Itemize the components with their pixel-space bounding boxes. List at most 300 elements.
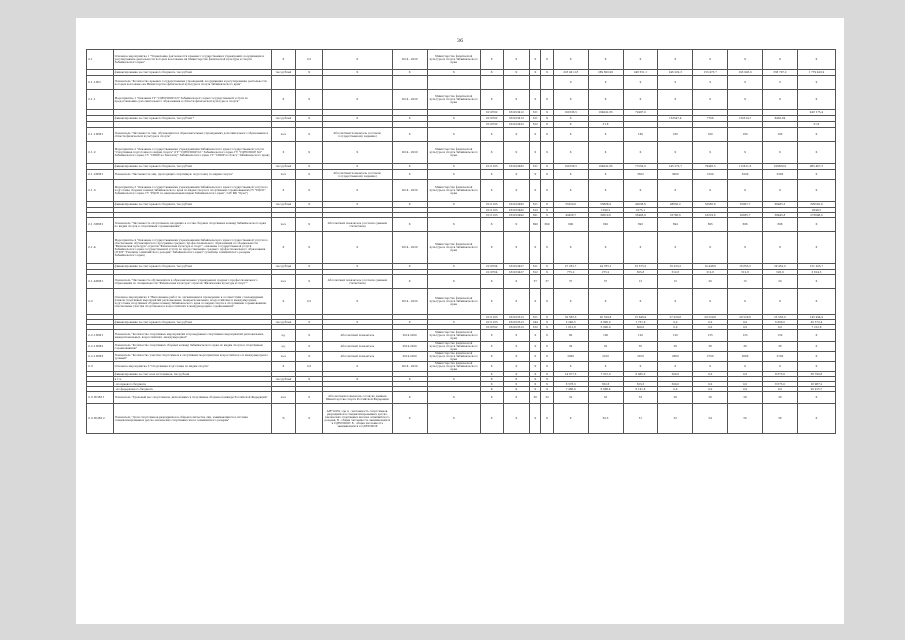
- row-description: финансирование за счет краевого бюджета, тыс.рублей: [113, 70, 271, 76]
- row-description: Показатель "Численность обучающихся в образовательных учреждениях среднего профессионального образования по специальности "Физическая культура" отрасли "Физическая культура и спорт"": [113, 275, 271, 289]
- row-period: X: [392, 404, 427, 434]
- row-weight: 0,5: [296, 50, 323, 70]
- row-period: 2014-2020: [392, 352, 427, 362]
- value-cell: 52950,8: [693, 202, 728, 208]
- row-unit: тыс.рублей: [271, 377, 296, 382]
- row-period: X: [392, 377, 427, 382]
- value-cell: 23 563,0: [763, 315, 798, 320]
- code-target: X: [503, 218, 530, 232]
- code-type: X: [530, 128, 541, 142]
- row-period: 2014 - 2020: [392, 90, 427, 110]
- code-extra: X: [541, 382, 553, 387]
- value-cell: 8462,64: [763, 116, 798, 122]
- row-weight: X: [296, 392, 323, 404]
- value-cell: 191636,5: [553, 110, 588, 116]
- code-target: X: [503, 90, 530, 110]
- value-cell: 55550,0: [553, 202, 588, 208]
- code-target: X: [503, 387, 530, 392]
- row-description: финансирование за счет всех источников, тыс.рублей: [113, 372, 271, 377]
- code-type: X: [530, 362, 541, 372]
- value-cell: 6 696,4: [588, 387, 623, 392]
- code-type: 244: [530, 320, 541, 325]
- code-section: 0110702: [480, 110, 503, 116]
- value-cell: 3200: [728, 170, 763, 180]
- row-unit: %: [271, 404, 296, 434]
- value-cell: 0,0: [763, 325, 798, 330]
- value-cell: X: [763, 50, 798, 70]
- code-extra: X: [541, 142, 553, 164]
- table-row: [87, 330, 836, 342]
- value-cell: 248 551,1: [623, 70, 658, 76]
- value-cell: X: [693, 142, 728, 164]
- row-code: 2.1.1: [87, 90, 114, 110]
- code-extra: X: [541, 180, 553, 202]
- value-cell: X: [623, 180, 658, 202]
- row-executor: X: [427, 128, 480, 142]
- row-executor: Министерство физической культуры и спорта Забайкальского края: [427, 362, 480, 372]
- row-description: финансирование за счет краевого бюджета, тыс.рублей: [113, 320, 271, 325]
- row-method: X: [322, 377, 392, 382]
- row-method: X: [322, 180, 392, 202]
- row-code: 2.1.1ПО: [87, 76, 114, 90]
- row-unit: [271, 76, 296, 90]
- value-cell: X: [797, 232, 835, 264]
- code-target: 182013513: [503, 325, 530, 330]
- value-cell: 28: [728, 392, 763, 404]
- value-cell: X: [588, 289, 623, 315]
- code-extra: X: [541, 122, 553, 128]
- code-extra: X: [541, 208, 553, 213]
- code-target: 182013413: [503, 116, 530, 122]
- code-extra: X: [541, 116, 553, 122]
- row-description: Мероприятие 4 "Оказание государственными учреждениями Забайкальского края государственной услуги по обеспечению обучающихся по программе среднего профессионального образования по специальности "Физическая культура" отрасли "Физическая культура и спорт", оказание государственной услуги Забайкальского края государственной услуги по предоставлению среднего профессионального образования (ГПОУ "Училище олимпийского резерва" Забайкальского края)" (училище олимпийского резерва Забайкальского края): [113, 232, 271, 264]
- row-weight: X: [296, 377, 323, 382]
- row-weight: X: [296, 202, 323, 208]
- code-section: X: [480, 387, 503, 392]
- value-cell: 6 800,0: [588, 320, 623, 325]
- code-section: X: [480, 70, 503, 76]
- code-extra: 32: [541, 392, 553, 404]
- row-period: X: [392, 392, 427, 404]
- row-weight: X: [296, 116, 323, 122]
- value-cell: 0,0: [693, 325, 728, 330]
- value-cell: 218 401,18: [553, 70, 588, 76]
- row-unit: тыс.рублей: [271, 202, 296, 208]
- row-weight: X: [296, 70, 323, 76]
- value-cell: X: [553, 289, 588, 315]
- row-description: Мероприятие 1 "Оказание ГУ "СДЮСШОР №3" Забайкальского края государственной услуги по предоставлению дополнительного образования в области физической культуры и спорта": [113, 90, 271, 110]
- table-row: [87, 232, 836, 264]
- row-method: X: [322, 50, 392, 70]
- value-cell: X: [553, 116, 588, 122]
- row-method: X: [322, 264, 392, 270]
- row-executor: Министерство физической культуры и спорта Забайкальского края: [427, 289, 480, 315]
- value-cell: 153 475,7: [693, 70, 728, 76]
- code-target: X: [503, 142, 530, 164]
- row-method: Абсолютный показатель: [322, 342, 392, 352]
- value-cell: 0,0: [658, 325, 693, 330]
- row-code: 2.1.3ПМ1: [87, 218, 114, 232]
- code-section: X: [480, 372, 503, 377]
- value-cell: 0,0: [693, 387, 728, 392]
- row-period: 2014 - 2020: [392, 362, 427, 372]
- row-unit: X: [271, 180, 296, 202]
- row-executor: X: [427, 170, 480, 180]
- value-cell: 6 141,8: [623, 387, 658, 392]
- row-executor: X: [427, 377, 480, 382]
- value-cell: 336 797,2: [763, 70, 798, 76]
- value-cell: 52: [658, 404, 693, 434]
- value-cell: X: [797, 218, 835, 232]
- code-extra: X: [541, 202, 553, 208]
- row-executor: Министерство физической культуры и спорта Забайкальского края: [427, 330, 480, 342]
- value-cell: 0,0: [728, 320, 763, 325]
- value-cell: X: [588, 362, 623, 372]
- value-cell: 500,0: [658, 382, 693, 387]
- row-unit: тыс.рублей: [271, 164, 296, 170]
- code-section: X: [480, 90, 503, 110]
- value-cell: X: [623, 362, 658, 372]
- row-period: X: [392, 202, 427, 208]
- row-weight: X: [296, 232, 323, 264]
- row-description: Показатель "Численность лиц, обучающихся в образовательных учреждениях дополнительного образования в области физической культуры и спорта": [113, 128, 271, 142]
- value-cell: 9: [588, 76, 623, 90]
- code-extra: X: [541, 90, 553, 110]
- value-cell: 24 785,1: [588, 264, 623, 270]
- row-method: A/B*100%, где А - численность спортсменов-разрядников в специализированных детско-юношеских спортивных школах олимпийского резерва; B - общая численность занимающихся в СДЮСШОР; Б - общая численность занимающихся в СДЮСШОР: [322, 404, 392, 434]
- row-unit: X: [271, 50, 296, 70]
- row-executor: Министерство физической культуры и спорта Забайкальского края: [427, 142, 480, 164]
- row-description: Показатель "Удельный вес спортсменов, включённых в спортивные сборные команды Российской Федерации": [113, 392, 271, 404]
- table-row: [87, 218, 836, 232]
- row-period: X: [392, 164, 427, 170]
- value-cell: X: [623, 90, 658, 110]
- row-executor: Министерство физической культуры и спорта Забайкальского края: [427, 90, 480, 110]
- code-section: X: [480, 275, 503, 289]
- value-cell: X: [728, 50, 763, 70]
- code-type: 690: [530, 218, 541, 232]
- row-executor: X: [427, 202, 480, 208]
- code-type: X: [530, 387, 541, 392]
- document-page: [76, 18, 844, 624]
- row-weight: X: [296, 352, 323, 362]
- row-unit: X: [271, 90, 296, 110]
- value-cell: 58: [763, 404, 798, 434]
- value-cell: 0,0: [728, 382, 763, 387]
- row-code: 2.1.3: [87, 180, 114, 202]
- code-target: X: [503, 289, 530, 315]
- value-cell: X: [588, 142, 623, 164]
- value-cell: 6 800,0: [763, 320, 798, 325]
- value-cell: 20: [763, 275, 798, 289]
- row-executor: Министерство физической культуры и спорта Забайкальского края: [427, 180, 480, 202]
- row-method: X: [322, 202, 392, 208]
- code-section: 0111103: [480, 202, 503, 208]
- value-cell: 180: [728, 128, 763, 142]
- code-extra: X: [541, 213, 553, 218]
- value-cell: X: [658, 90, 693, 110]
- value-cell: 53808,9: [588, 202, 623, 208]
- row-weight: X: [296, 180, 323, 202]
- code-section: X: [480, 289, 503, 315]
- row-period: 2014-2020: [392, 342, 427, 352]
- code-type: 621: [530, 213, 541, 218]
- value-cell: 9: [658, 76, 693, 90]
- value-cell: 0,0: [658, 320, 693, 325]
- code-type: X: [530, 342, 541, 352]
- code-target: 182013427: [503, 264, 530, 270]
- row-period: X: [392, 275, 427, 289]
- row-executor: Министерство физической культуры и спорта Забайкальского края: [427, 342, 480, 352]
- code-type: 611: [530, 264, 541, 270]
- value-cell: X: [763, 142, 798, 164]
- value-cell: 5 240,5: [553, 320, 588, 325]
- row-period: 2014-2020: [392, 330, 427, 342]
- value-cell: 20: [693, 275, 728, 289]
- row-executor: Министерство физической культуры и спорта Забайкальского края: [427, 352, 480, 362]
- value-cell: 15 646,9: [623, 315, 658, 320]
- row-unit: ед.: [271, 342, 296, 352]
- value-cell: X: [797, 404, 835, 434]
- value-cell: X: [693, 289, 728, 315]
- value-cell: 289 800,90: [588, 70, 623, 76]
- code-extra: 690: [541, 218, 553, 232]
- value-cell: 3300: [763, 170, 798, 180]
- value-cell: 38: [763, 342, 798, 352]
- value-cell: 145 272,7: [658, 164, 693, 170]
- value-cell: 600,0: [623, 325, 658, 330]
- value-cell: 79493,5: [693, 164, 728, 170]
- value-cell: 120: [623, 330, 658, 342]
- code-target: X: [503, 377, 530, 382]
- code-section: X: [480, 128, 503, 142]
- value-cell: X: [728, 180, 763, 202]
- value-cell: X: [728, 289, 763, 315]
- row-weight: X: [296, 128, 323, 142]
- code-type: 30: [530, 392, 541, 404]
- row-executor: X: [427, 218, 480, 232]
- value-cell: X: [728, 142, 763, 164]
- value-cell: 965 467,3: [797, 164, 835, 170]
- value-cell: 5 000,0: [588, 325, 623, 330]
- value-cell: X: [763, 90, 798, 110]
- value-cell: 125: [728, 330, 763, 342]
- value-cell: 15: [658, 275, 693, 289]
- row-period: X: [392, 170, 427, 180]
- row-description: финансирование за счет краевого бюджета, тыс.рублей: [113, 164, 271, 170]
- row-code: 2.3: [87, 362, 114, 372]
- value-cell: 56: [728, 404, 763, 434]
- row-description: Основное мероприятие 2 "Выполнение работ по организации и проведению в соответствии с календарным планом спортивных мероприятий региональных, межрегиональных, всероссийских и международных, подготовка спортивных сборных команд Забайкальского края по видам спорта к спортивным соревнованиям, обеспечение участия спортсменов в всероссийских и международных соревнованиях": [113, 289, 271, 315]
- value-cell: 31,8: [797, 122, 835, 128]
- row-executor: X: [427, 275, 480, 289]
- row-weight: X: [296, 170, 323, 180]
- code-type: X: [530, 289, 541, 315]
- value-cell: X: [658, 232, 693, 264]
- row-method: X: [322, 320, 392, 325]
- value-cell: 3502: [623, 170, 658, 180]
- row-executor: X: [427, 320, 480, 325]
- code-target: X: [503, 352, 530, 362]
- value-cell: 32: [553, 392, 588, 404]
- code-type: X: [530, 90, 541, 110]
- row-description: Показатель "Доля спортсменов-разрядников в общем количестве лиц, занимающихся в системе специализированных детско-юношеских спортивных школ олимпийского резерва": [113, 404, 271, 434]
- value-cell: X: [553, 404, 588, 434]
- value-cell: X: [553, 122, 588, 128]
- code-type: X: [530, 372, 541, 377]
- row-method: Абсолютный показатель (согласно данным статистики): [322, 218, 392, 232]
- value-cell: X: [797, 128, 835, 142]
- row-method: X: [322, 116, 392, 122]
- row-description: - из краевого бюджета: [113, 382, 271, 387]
- value-cell: 180: [623, 128, 658, 142]
- code-target: 182013513: [503, 315, 530, 320]
- row-weight: X: [296, 264, 323, 270]
- value-cell: 180: [693, 128, 728, 142]
- value-cell: X: [797, 275, 835, 289]
- value-cell: 39510,8: [588, 213, 623, 218]
- row-executor: X: [427, 164, 480, 170]
- row-unit: X: [271, 142, 296, 164]
- value-cell: X: [658, 50, 693, 70]
- value-cell: 9: [693, 76, 728, 90]
- value-cell: 33: [623, 392, 658, 404]
- value-cell: 13: [623, 275, 658, 289]
- code-type: [530, 76, 541, 90]
- value-cell: 428 175,4: [797, 110, 835, 116]
- code-section: 0110702: [480, 122, 503, 128]
- table-row: [87, 275, 836, 289]
- code-extra: X: [541, 264, 553, 270]
- row-weight: X: [296, 164, 323, 170]
- value-cell: 195660,0: [763, 164, 798, 170]
- value-cell: 125: [693, 330, 728, 342]
- value-cell: X: [693, 180, 728, 202]
- value-cell: 90: [553, 330, 588, 342]
- value-cell: 35403,9: [623, 213, 658, 218]
- code-type: X: [530, 70, 541, 76]
- value-cell: X: [797, 170, 835, 180]
- value-cell: X: [797, 342, 835, 352]
- code-type: X: [530, 232, 541, 264]
- code-extra: X: [541, 315, 553, 320]
- value-cell: 28: [693, 392, 728, 404]
- value-cell: 180: [763, 128, 798, 142]
- row-code: 2.1.4: [87, 232, 114, 264]
- value-cell: 35: [623, 342, 658, 352]
- row-period: X: [392, 320, 427, 325]
- row-description: Показатель "Численность спортсменов, входящих в состав сборных спортивных команд Забайкальского края по видам спорта к спортивным соревнованиям": [113, 218, 271, 232]
- row-executor: X: [427, 392, 480, 404]
- code-extra: X: [541, 387, 553, 392]
- value-cell: 20 572,4: [797, 320, 835, 325]
- code-section: X: [480, 330, 503, 342]
- code-extra: X: [541, 330, 553, 342]
- code-section: 0111103: [480, 208, 503, 213]
- value-cell: 505,8: [623, 270, 658, 275]
- value-cell: X: [553, 142, 588, 164]
- value-cell: X: [763, 232, 798, 264]
- value-cell: 54: [693, 404, 728, 434]
- row-weight: X: [296, 342, 323, 352]
- code-section: 0110702: [480, 325, 503, 330]
- code-type: 611: [530, 315, 541, 320]
- value-cell: 2250: [623, 352, 658, 362]
- value-cell: 120: [658, 330, 693, 342]
- value-cell: 193 926,0: [728, 70, 763, 76]
- value-cell: X: [623, 232, 658, 264]
- value-cell: 37: [553, 275, 588, 289]
- value-cell: 145 294,9: [797, 315, 835, 320]
- row-period: 2014 - 2020: [392, 232, 427, 264]
- value-cell: 0,0: [763, 387, 798, 392]
- row-unit: X: [271, 289, 296, 315]
- row-unit: тыс.рублей: [271, 320, 296, 325]
- row-unit: тыс.рублей: [271, 70, 296, 76]
- value-cell: 16 833,3: [728, 264, 763, 270]
- value-cell: X: [588, 90, 623, 110]
- code-target: X: [503, 342, 530, 352]
- value-cell: 2680: [658, 352, 693, 362]
- row-description: Основное мероприятие 1 "Управление деятельности краевых государственных учреждений, координация и регулирование деятельности которых возложены на Министерство физической культуры и спорта Забайкальского края": [113, 50, 271, 70]
- code-extra: X: [541, 320, 553, 325]
- value-cell: 7 212,8: [797, 325, 835, 330]
- code-section: X: [480, 377, 503, 382]
- row-description: финансирование за счет краевого бюджета, тыс.рублей *: [113, 116, 271, 122]
- row-period: X: [392, 264, 427, 270]
- value-cell: 695: [693, 218, 728, 232]
- page-number: 36: [456, 38, 464, 44]
- code-target: X: [503, 372, 530, 377]
- row-period: [392, 76, 427, 90]
- value-cell: 19 375,2: [623, 264, 658, 270]
- row-method: Абсолютный показатель согласно данным Министерства спорта Российской Федерации: [322, 392, 392, 404]
- code-extra: X: [541, 289, 553, 315]
- code-type: X: [530, 180, 541, 202]
- code-target: X: [503, 128, 530, 142]
- code-type: X: [530, 330, 541, 342]
- value-cell: 698: [763, 218, 798, 232]
- row-code: 2.3 ПОМ 1: [87, 392, 114, 404]
- value-cell: X: [797, 180, 835, 202]
- row-method: [322, 76, 392, 90]
- value-cell: 0,0: [728, 387, 763, 392]
- value-cell: 692: [588, 218, 623, 232]
- value-cell: X: [763, 180, 798, 202]
- value-cell: 27 232,7: [553, 264, 588, 270]
- value-cell: 19 233,2: [658, 264, 693, 270]
- value-cell: 32 565,3: [553, 315, 588, 320]
- value-cell: 1 612,8: [553, 325, 588, 330]
- value-cell: 15: [728, 275, 763, 289]
- code-target: X: [503, 180, 530, 202]
- row-description: финансирование за счет краевого бюджета, тыс.рублей: [113, 264, 271, 270]
- row-description: Показатель "Численность лиц, проходящих спортивную подготовку по видам спорта": [113, 170, 271, 180]
- value-cell: 100: [588, 330, 623, 342]
- row-unit: ед.: [271, 330, 296, 342]
- value-cell: 9: [763, 76, 798, 90]
- value-cell: 9: [553, 76, 588, 90]
- value-cell: 693: [623, 218, 658, 232]
- row-unit: чел.: [271, 128, 296, 142]
- value-cell: 512,8: [693, 270, 728, 275]
- code-type: X: [530, 404, 541, 434]
- row-method: X: [322, 362, 392, 372]
- value-cell: X: [658, 289, 693, 315]
- row-weight: 0,5: [296, 362, 323, 372]
- row-period: X: [392, 218, 427, 232]
- value-cell: X: [623, 142, 658, 164]
